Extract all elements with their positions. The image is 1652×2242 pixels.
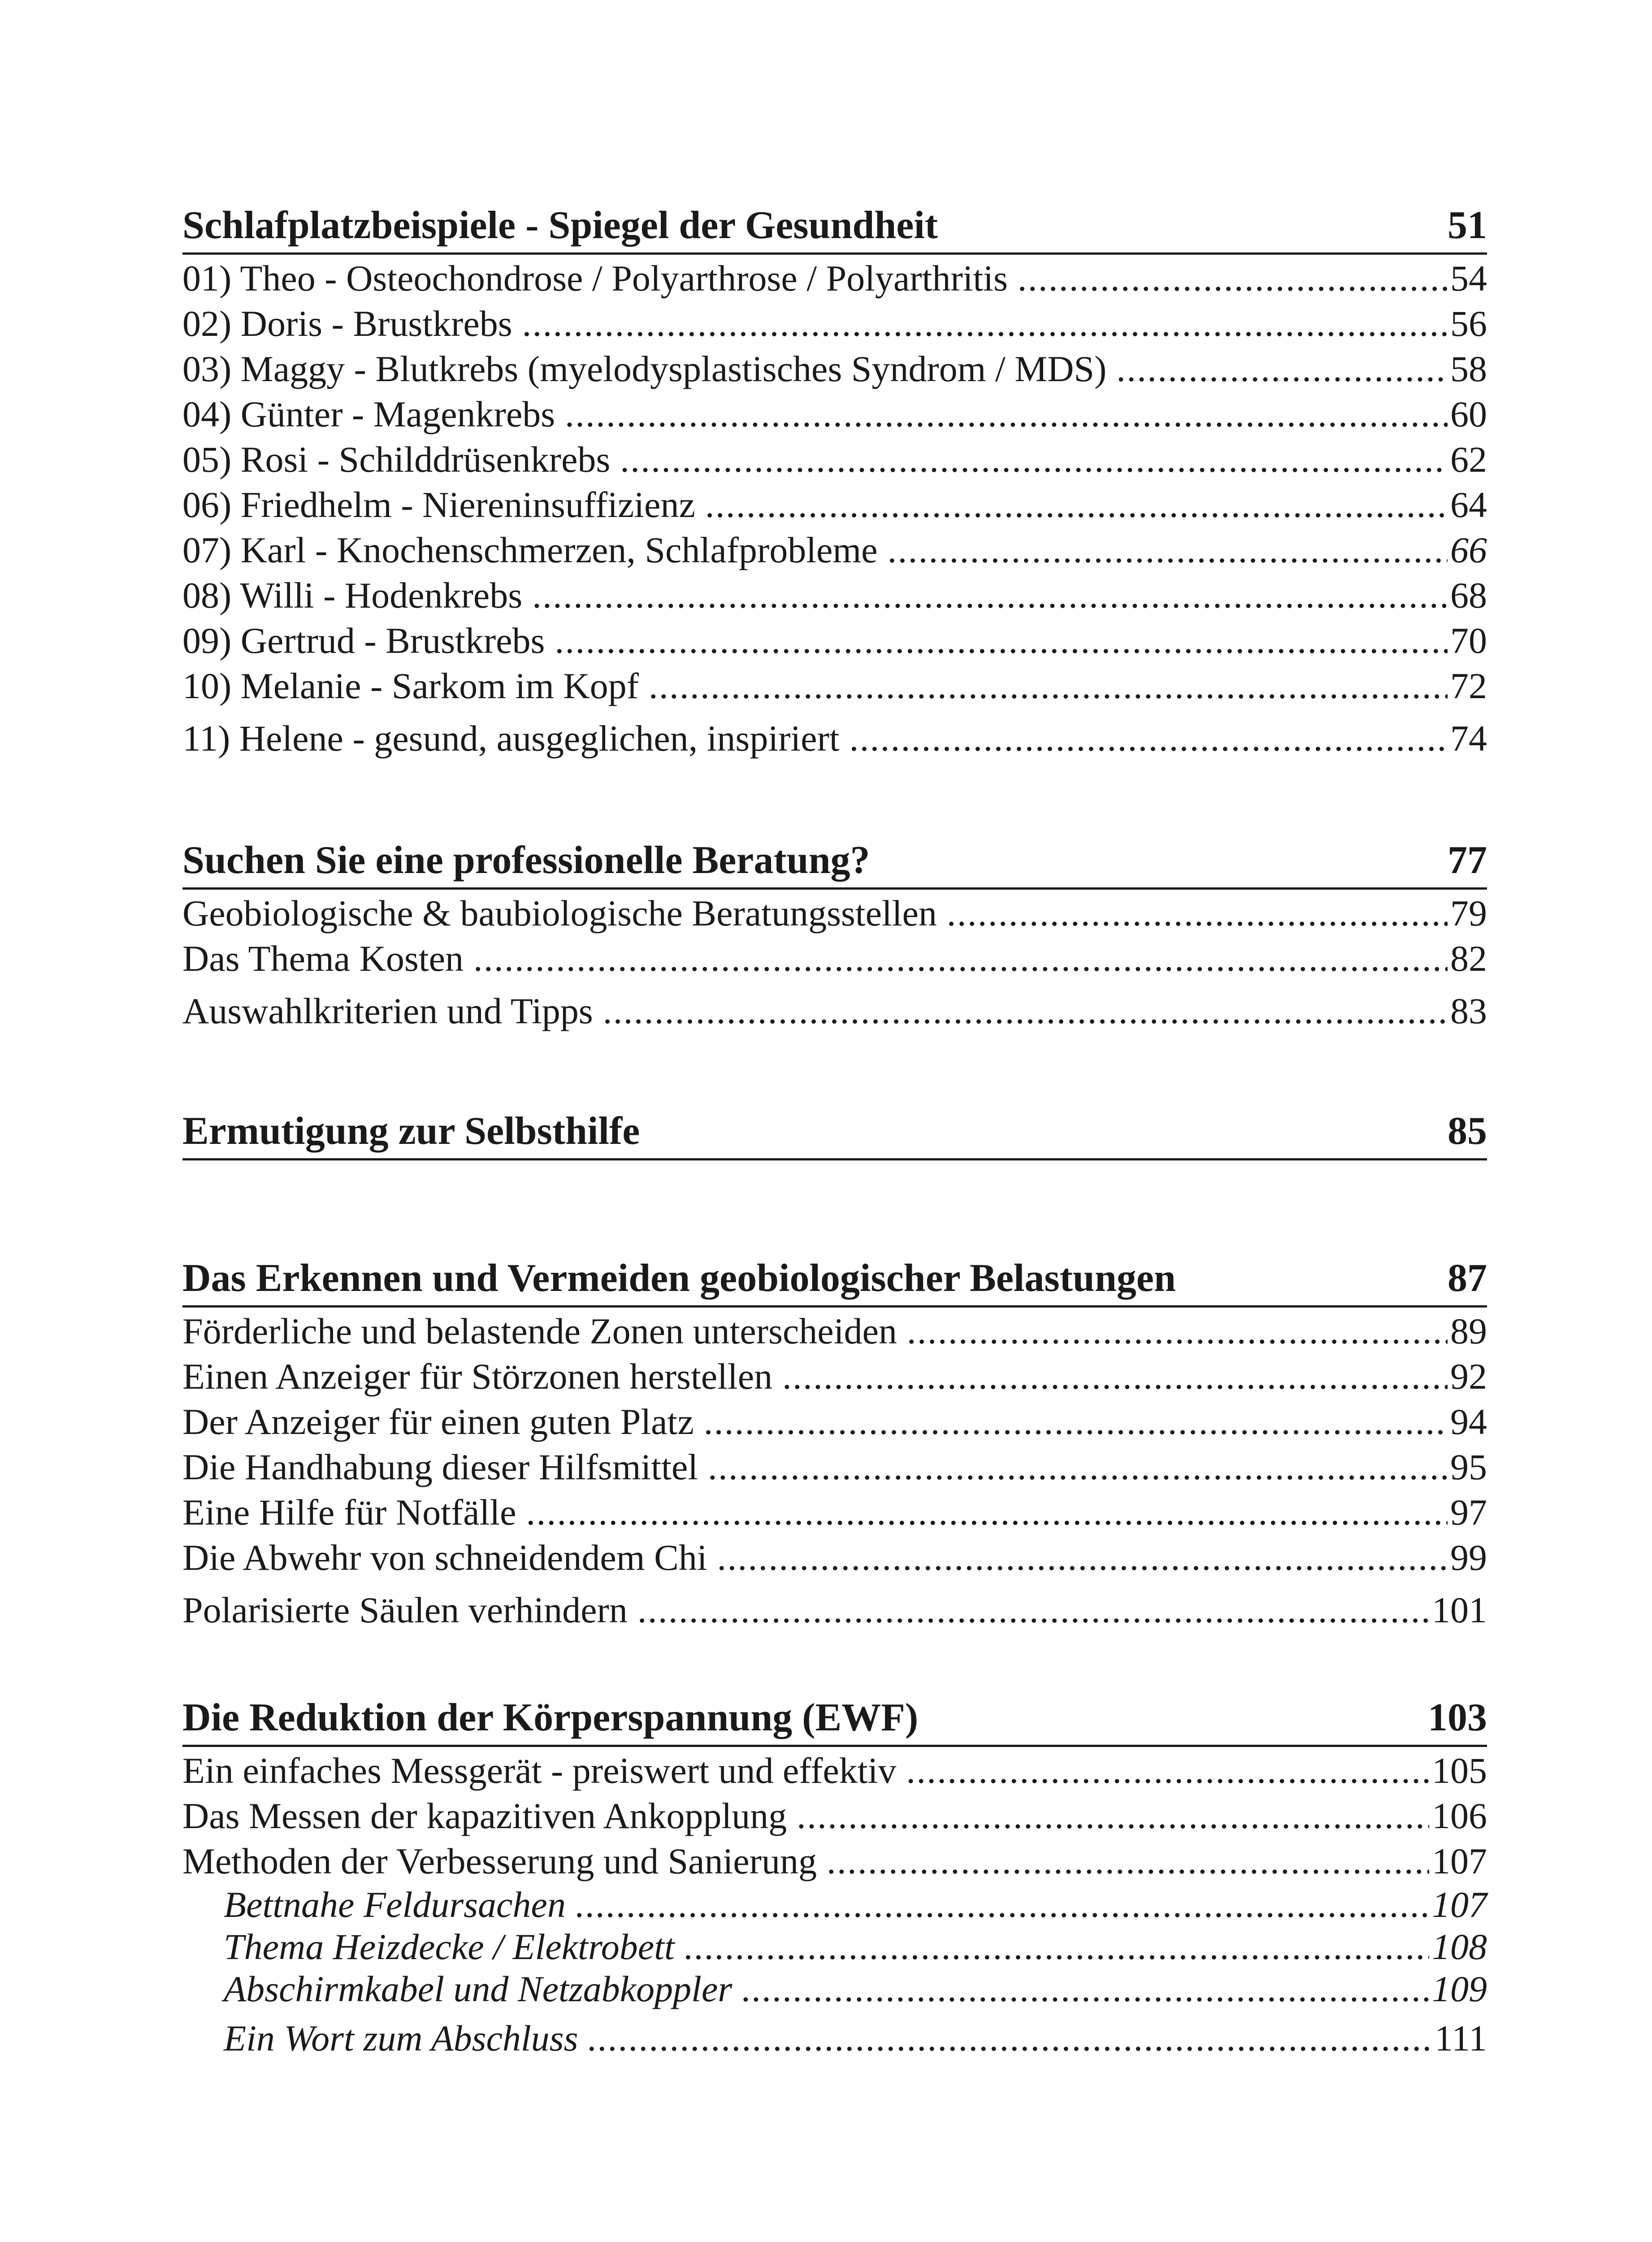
section-heading <box>182 1253 1487 1308</box>
dot-leader <box>797 1793 1429 1838</box>
entry-page: 62 <box>1450 439 1487 480</box>
toc-entry <box>182 1308 1487 1354</box>
section-heading <box>182 1693 1487 1747</box>
entry-title: Eine Hilfe für Notfälle <box>182 1492 516 1533</box>
section-title: Schlafplatzbeispiele - Spiegel der Gesundheit <box>182 204 938 247</box>
dot-leader <box>522 301 1448 346</box>
dot-leader <box>532 573 1448 618</box>
section-page: 85 <box>1448 1109 1487 1153</box>
toc-entry <box>182 1838 1487 1884</box>
toc-entry <box>182 1444 1487 1490</box>
entry-title: Die Handhabung dieser Hilfsmittel <box>182 1447 698 1487</box>
entry-title: Das Messen der kapazitiven Ankopplung <box>182 1795 787 1836</box>
toc-entry <box>182 256 1487 301</box>
toc-entry <box>182 1354 1487 1399</box>
entry-page: 109 <box>1432 1968 1487 2009</box>
entry-page: 92 <box>1450 1356 1487 1397</box>
entry-page: 101 <box>1432 1590 1487 1630</box>
toc-section <box>182 835 1487 1034</box>
entry-page: 107 <box>1432 1884 1487 1925</box>
entry-title: Ein Wort zum Abschluss <box>224 2018 578 2059</box>
dot-leader <box>906 1748 1429 1793</box>
entry-title: 04) Günter - Magenkrebs <box>182 394 555 434</box>
entry-page: 74 <box>1450 718 1487 759</box>
entry-title: Ein einfaches Messgerät - preiswert und effektiv <box>182 1750 897 1791</box>
toc-entry <box>182 301 1487 346</box>
entry-page: 97 <box>1450 1492 1487 1533</box>
toc-subentry <box>182 2017 1487 2060</box>
entry-title: 08) Willi - Hodenkrebs <box>182 575 523 616</box>
entry-list <box>182 891 1487 1034</box>
entry-title: Das Thema Kosten <box>182 938 464 979</box>
section-page: 51 <box>1448 204 1487 247</box>
toc-entry <box>182 716 1487 761</box>
toc-section <box>182 1253 1487 1633</box>
entry-title: 10) Melanie - Sarkom im Kopf <box>182 665 639 706</box>
dot-leader <box>637 1587 1429 1633</box>
entry-list <box>182 1748 1487 2060</box>
toc-entry <box>182 1587 1487 1633</box>
section-heading <box>182 1106 1487 1160</box>
toc-entry <box>182 573 1487 618</box>
entry-title: 01) Theo - Osteochondrose / Polyarthrose / Polyarthritis <box>182 258 1008 299</box>
toc-entry <box>182 618 1487 663</box>
entry-page: 105 <box>1432 1750 1487 1791</box>
entry-page: 106 <box>1432 1795 1487 1836</box>
entry-title: Förderliche und belastende Zonen unterscheiden <box>182 1311 897 1351</box>
entry-list <box>182 1308 1487 1633</box>
section-page: 103 <box>1428 1696 1487 1739</box>
entry-page: 68 <box>1450 575 1487 616</box>
entry-page: 94 <box>1450 1401 1487 1442</box>
entry-title: 09) Gertrud - Brustkrebs <box>182 620 545 661</box>
section-heading <box>182 200 1487 255</box>
toc-entry <box>182 527 1487 573</box>
entry-page: 95 <box>1450 1447 1487 1487</box>
toc-entry <box>182 482 1487 527</box>
toc-entry <box>182 391 1487 437</box>
toc-subentry <box>182 1968 1487 2010</box>
entry-title: Geobiologische & baubiologische Beratungsstellen <box>182 893 937 934</box>
toc-subentry <box>182 1884 1487 1926</box>
entry-page: 107 <box>1432 1841 1487 1881</box>
dot-leader <box>473 936 1448 981</box>
dot-leader <box>708 1444 1448 1490</box>
dot-leader <box>1018 256 1448 301</box>
section-title: Ermutigung zur Selbsthilfe <box>182 1109 640 1153</box>
entry-title: 11) Helene - gesund, ausgeglichen, inspiriert <box>182 718 840 759</box>
dot-leader <box>827 1838 1429 1884</box>
entry-title: Der Anzeiger für einen guten Platz <box>182 1401 694 1442</box>
dot-leader <box>888 527 1448 573</box>
dot-leader <box>685 1926 1429 1968</box>
toc-entry <box>182 936 1487 981</box>
dot-leader <box>947 891 1448 936</box>
entry-title: 05) Rosi - Schilddrüsenkrebs <box>182 439 611 480</box>
dot-leader <box>588 2017 1432 2060</box>
dot-leader <box>576 1884 1429 1926</box>
toc-entry <box>182 1793 1487 1838</box>
toc-entry <box>182 1399 1487 1444</box>
dot-leader <box>565 391 1448 437</box>
toc-section <box>182 200 1487 761</box>
entry-page: 60 <box>1450 394 1487 434</box>
section-heading <box>182 835 1487 890</box>
entry-title: 06) Friedhelm - Niereninsuffizienz <box>182 484 695 525</box>
entry-title: 03) Maggy - Blutkrebs (myelodysplastisches Syndrom / MDS) <box>182 348 1107 389</box>
dot-leader <box>603 988 1448 1034</box>
entry-title: Die Abwehr von schneidendem Chi <box>182 1537 707 1578</box>
entry-title: Thema Heizdecke / Elektrobett <box>224 1926 675 1967</box>
entry-page: 70 <box>1450 620 1487 661</box>
toc-entry <box>182 1490 1487 1535</box>
dot-leader <box>742 1968 1429 2010</box>
section-title: Suchen Sie eine professionelle Beratung? <box>182 839 870 882</box>
toc-entry <box>182 891 1487 936</box>
toc-entry <box>182 988 1487 1034</box>
entry-title: Methoden der Verbesserung und Sanierung <box>182 1841 817 1881</box>
entry-page: 83 <box>1450 991 1487 1031</box>
toc-entry <box>182 1748 1487 1793</box>
entry-page: 64 <box>1450 484 1487 525</box>
toc-section <box>182 1693 1487 2060</box>
entry-title: Einen Anzeiger für Störzonen herstellen <box>182 1356 773 1397</box>
dot-leader <box>649 663 1448 708</box>
toc-section <box>182 1106 1487 1160</box>
dot-leader <box>526 1490 1448 1535</box>
entry-title: Bettnahe Feldursachen <box>224 1884 566 1925</box>
entry-page: 111 <box>1435 2018 1487 2059</box>
toc-entry <box>182 346 1487 391</box>
entry-page: 89 <box>1450 1311 1487 1351</box>
entry-title: Auswahlkriterien und Tipps <box>182 991 593 1031</box>
section-title: Die Reduktion der Körperspannung (EWF) <box>182 1696 919 1739</box>
entry-page: 72 <box>1450 665 1487 706</box>
dot-leader <box>782 1354 1448 1399</box>
entry-page: 82 <box>1450 938 1487 979</box>
entry-page: 56 <box>1450 303 1487 344</box>
entry-page: 66 <box>1450 530 1487 570</box>
section-title: Das Erkennen und Vermeiden geobiologischer Belastungen <box>182 1256 1176 1300</box>
dot-leader <box>620 437 1448 482</box>
entry-title: Polarisierte Säulen verhindern <box>182 1590 628 1630</box>
toc-subentry <box>182 1926 1487 1968</box>
toc-entry <box>182 437 1487 482</box>
entry-title: 02) Doris - Brustkrebs <box>182 303 512 344</box>
entry-list <box>182 256 1487 761</box>
toc-entry <box>182 663 1487 708</box>
dot-leader <box>717 1535 1448 1580</box>
section-page: 87 <box>1448 1256 1487 1300</box>
entry-title: Abschirmkabel und Netzabkoppler <box>224 1968 733 2009</box>
dot-leader <box>705 482 1448 527</box>
section-page: 77 <box>1448 839 1487 882</box>
entry-page: 99 <box>1450 1537 1487 1578</box>
dot-leader <box>555 618 1448 663</box>
entry-page: 108 <box>1432 1926 1487 1967</box>
toc-entry <box>182 1535 1487 1580</box>
entry-page: 58 <box>1450 348 1487 389</box>
entry-page: 54 <box>1450 258 1487 299</box>
dot-leader <box>907 1308 1448 1354</box>
dot-leader <box>850 716 1448 761</box>
entry-page: 79 <box>1450 893 1487 934</box>
dot-leader <box>704 1399 1448 1444</box>
dot-leader <box>1116 346 1448 391</box>
entry-title: 07) Karl - Knochenschmerzen, Schlafprobleme <box>182 530 878 570</box>
